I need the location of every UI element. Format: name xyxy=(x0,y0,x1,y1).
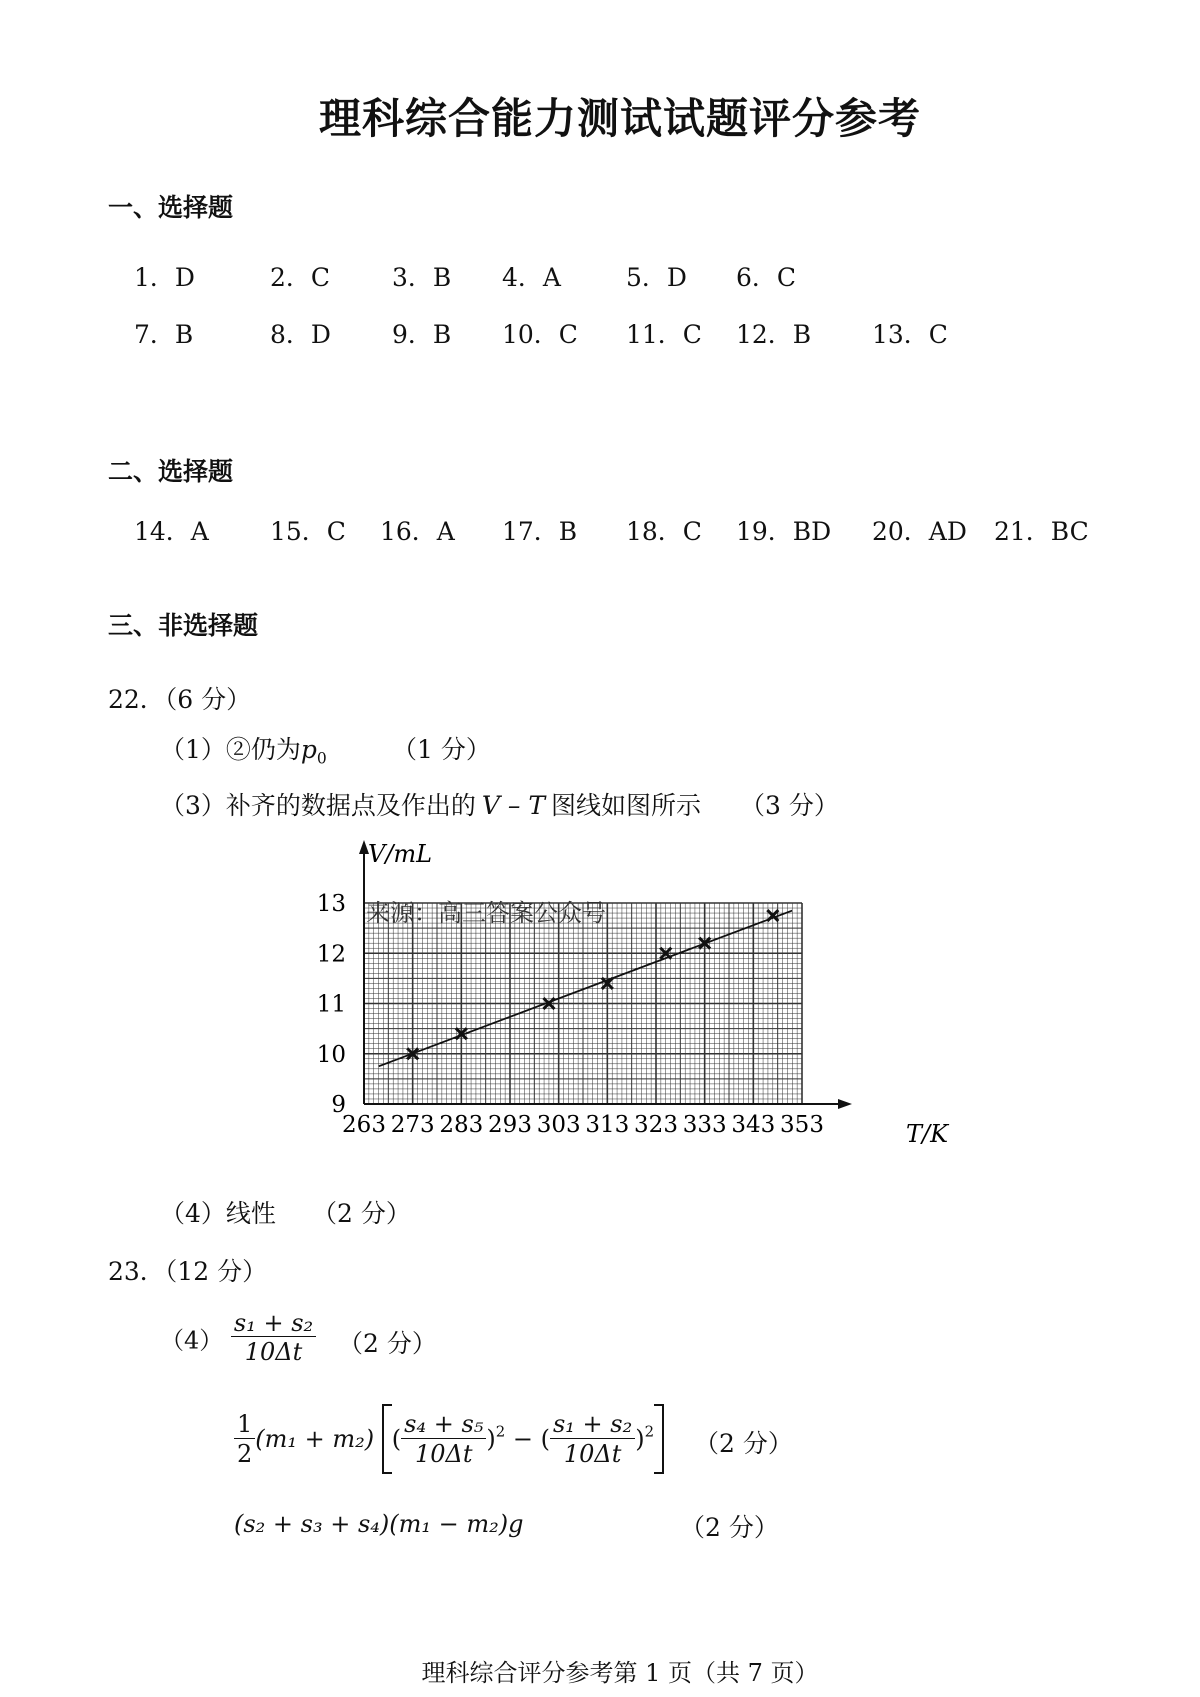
x-tick-label: 303 xyxy=(536,1112,581,1138)
right-bracket xyxy=(654,1404,664,1474)
q22-part1-text: （1）②仍为 xyxy=(160,735,301,764)
x-axis-label: T/K xyxy=(906,1120,949,1148)
x-tick-label: 263 xyxy=(342,1112,386,1138)
watermark-text: 来源：高三答案公众号 xyxy=(366,899,606,927)
fraction-denominator: 10Δt xyxy=(415,1439,473,1468)
fraction xyxy=(550,1411,635,1467)
left-bracket xyxy=(382,1404,392,1474)
q22-part3-score: （3 分） xyxy=(740,791,839,820)
answer-item: 12．B xyxy=(736,320,812,349)
q22-header: 22．（6 分） xyxy=(108,685,252,714)
x-tick-label: 343 xyxy=(731,1112,776,1138)
x-tick-label: 353 xyxy=(780,1112,824,1138)
q23-header: 23．（12 分） xyxy=(108,1257,268,1286)
section-2-heading: 二、选择题 xyxy=(108,457,234,486)
y-tick-label: 11 xyxy=(316,991,346,1018)
answer-item: 7．B xyxy=(134,320,194,349)
q23-part4-label: （4） xyxy=(160,1326,224,1355)
mass-sum: (m₁ + m₂) xyxy=(255,1425,375,1453)
section-3-heading: 三、非选择题 xyxy=(108,611,259,640)
answer-item: 4．A xyxy=(502,263,561,292)
x-tick-label: 313 xyxy=(585,1112,630,1138)
q22-part4: （4）线性 xyxy=(160,1199,276,1228)
fraction-numerator: s₁ + s₂ xyxy=(550,1411,635,1438)
answer-item: 19．BD xyxy=(736,517,832,546)
x-tick-label: 333 xyxy=(682,1112,727,1138)
fraction-denominator: 2 xyxy=(237,1439,253,1468)
x-tick-label: 273 xyxy=(390,1112,435,1138)
answer-item: 10．C xyxy=(502,320,578,349)
answer-item: 14．A xyxy=(134,517,209,546)
y-tick-label: 10 xyxy=(316,1041,346,1068)
answer-item: 20．AD xyxy=(872,517,967,546)
q23-formula-2-score: （2 分） xyxy=(694,1429,793,1458)
q23-formula-3-score: （2 分） xyxy=(680,1513,779,1542)
q23-formula-2: $\frac{1}{2}$ (m₁ + m₂) ( $\frac{\text{s₄ + s₅}}{10\Delta t}$ )$^2$ − ( $\frac{\text{s₁ + s₂}}{10\Delta t}$ )$^2$ xyxy=(234,1404,664,1474)
q22-part3 xyxy=(160,786,701,822)
fraction-numerator: s₁ + s₂ xyxy=(231,1310,316,1337)
q22-part3-formula: V – T xyxy=(481,791,546,820)
answer-item: 8．D xyxy=(270,320,331,349)
answer-item: 17．B xyxy=(502,517,578,546)
answer-item: 21．BC xyxy=(994,517,1089,546)
y-tick-label: 13 xyxy=(316,891,346,917)
q23-formula-1-score: （2 分） xyxy=(338,1329,437,1358)
q23-formula-1 xyxy=(160,1310,316,1366)
chart-grid xyxy=(364,903,802,1104)
fraction xyxy=(231,1310,316,1366)
answer-item: 1．D xyxy=(134,263,195,292)
q22-part1-var: p xyxy=(300,735,317,764)
q22-part1-score: （1 分） xyxy=(392,735,491,764)
q23-formula-3: (s₂ + s₃ + s₄)(m₁ − m₂)g xyxy=(234,1510,524,1538)
y-axis-label: V/mL xyxy=(368,840,433,868)
answer-item: 9．B xyxy=(392,320,452,349)
page-title: 理科综合能力测试试题评分参考 xyxy=(318,94,921,143)
answer-item: 15．C xyxy=(270,517,346,546)
x-tick-label: 293 xyxy=(488,1112,532,1138)
q22-part3-suffix: 图线如图所示 xyxy=(551,791,702,820)
fraction-denominator: 10Δt xyxy=(244,1338,303,1367)
q22-part4-score: （2 分） xyxy=(312,1199,411,1228)
answer-item: 13．C xyxy=(872,320,948,349)
x-axis-arrow-icon xyxy=(838,1099,852,1109)
section-1-heading: 一、选择题 xyxy=(108,193,234,222)
fraction-half xyxy=(234,1411,255,1467)
answer-item: 3．B xyxy=(392,263,452,292)
page-footer: 理科综合评分参考第 1 页（共 7 页） xyxy=(421,1659,819,1687)
answer-item: 16．A xyxy=(380,517,455,546)
fraction-numerator: s₄ + s₅ xyxy=(401,1411,486,1438)
fraction xyxy=(401,1411,486,1467)
answer-item: 5．D xyxy=(626,263,687,292)
vt-chart xyxy=(300,832,960,1162)
q22-part1 xyxy=(160,730,327,766)
y-tick-label: 9 xyxy=(331,1092,346,1118)
x-tick-label: 323 xyxy=(634,1112,678,1138)
answer-item: 2．C xyxy=(270,263,331,292)
y-tick-label: 12 xyxy=(316,941,346,968)
answer-item: 6．C xyxy=(736,263,797,292)
q22-part3-text: （3）补齐的数据点及作出的 xyxy=(160,791,476,820)
x-tick-label: 283 xyxy=(439,1112,484,1138)
fraction-denominator: 10Δt xyxy=(563,1439,622,1468)
q22-part1-sub: 0 xyxy=(316,749,327,768)
answer-item: 18．C xyxy=(626,517,702,546)
fraction-numerator: 1 xyxy=(234,1411,255,1438)
answer-item: 11．C xyxy=(626,320,702,349)
